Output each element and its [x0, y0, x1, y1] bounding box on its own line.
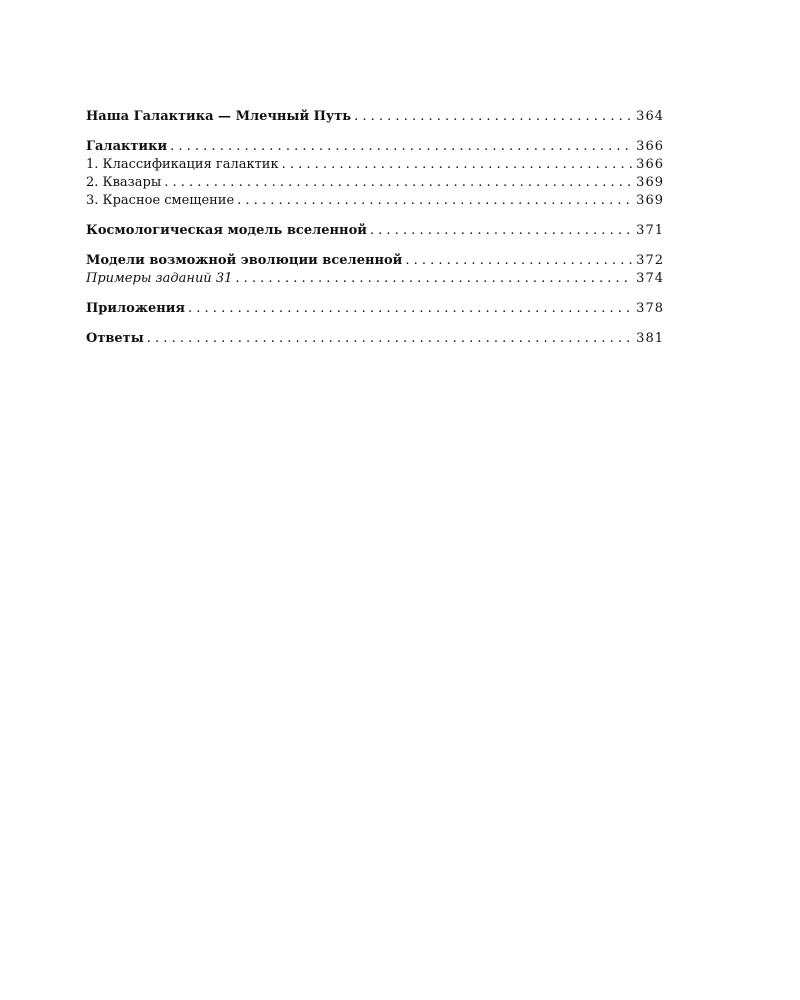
toc-entry-page: 369: [636, 193, 664, 208]
toc-entry-title: 3. Красное смещение: [86, 193, 235, 208]
toc-entry-title: 1. Классификация галактик: [86, 157, 279, 172]
toc-entry-title: 2. Квазары: [86, 175, 162, 190]
toc-entry-page: 372: [636, 253, 664, 268]
toc-entry-page: 364: [636, 109, 664, 124]
toc-entry-title: Приложения: [86, 301, 186, 316]
toc-entry-page: 374: [636, 271, 664, 286]
toc-entry: [86, 174, 664, 192]
dot-leader: [282, 156, 634, 174]
toc-entry-title: Модели возможной эволюции вселенной: [86, 253, 403, 268]
dot-leader: [235, 270, 633, 288]
toc-entry: [86, 252, 664, 270]
dot-leader: [405, 252, 633, 270]
toc-entry-title: Галактики: [86, 139, 168, 154]
toc-entry-title: Примеры заданий 31: [86, 271, 233, 286]
toc-entry: [86, 192, 664, 210]
toc-entry-page: 366: [636, 139, 664, 154]
toc-entry: [86, 300, 664, 318]
toc-entry-title: Наша Галактика — Млечный Путь: [86, 109, 352, 124]
toc-entry-page: 371: [636, 223, 664, 238]
toc-entry-page: 369: [636, 175, 664, 190]
toc-entry-page: 381: [636, 331, 664, 346]
dot-leader: [147, 330, 633, 348]
toc-entry: [86, 156, 664, 174]
table-of-contents: [86, 108, 664, 348]
toc-entry-page: 378: [636, 301, 664, 316]
toc-entry: [86, 270, 664, 288]
dot-leader: [188, 300, 633, 318]
toc-entry-title: Ответы: [86, 331, 144, 346]
toc-entry-page: 366: [636, 157, 664, 172]
dot-leader: [164, 174, 633, 192]
dot-leader: [370, 222, 633, 240]
toc-entry: [86, 330, 664, 348]
dot-leader: [237, 192, 633, 210]
toc-entry: [86, 138, 664, 156]
dot-leader: [354, 108, 633, 126]
toc-entry: [86, 108, 664, 126]
toc-entry: [86, 222, 664, 240]
toc-entry-title: Космологическая модель вселенной: [86, 223, 367, 238]
dot-leader: [170, 138, 633, 156]
